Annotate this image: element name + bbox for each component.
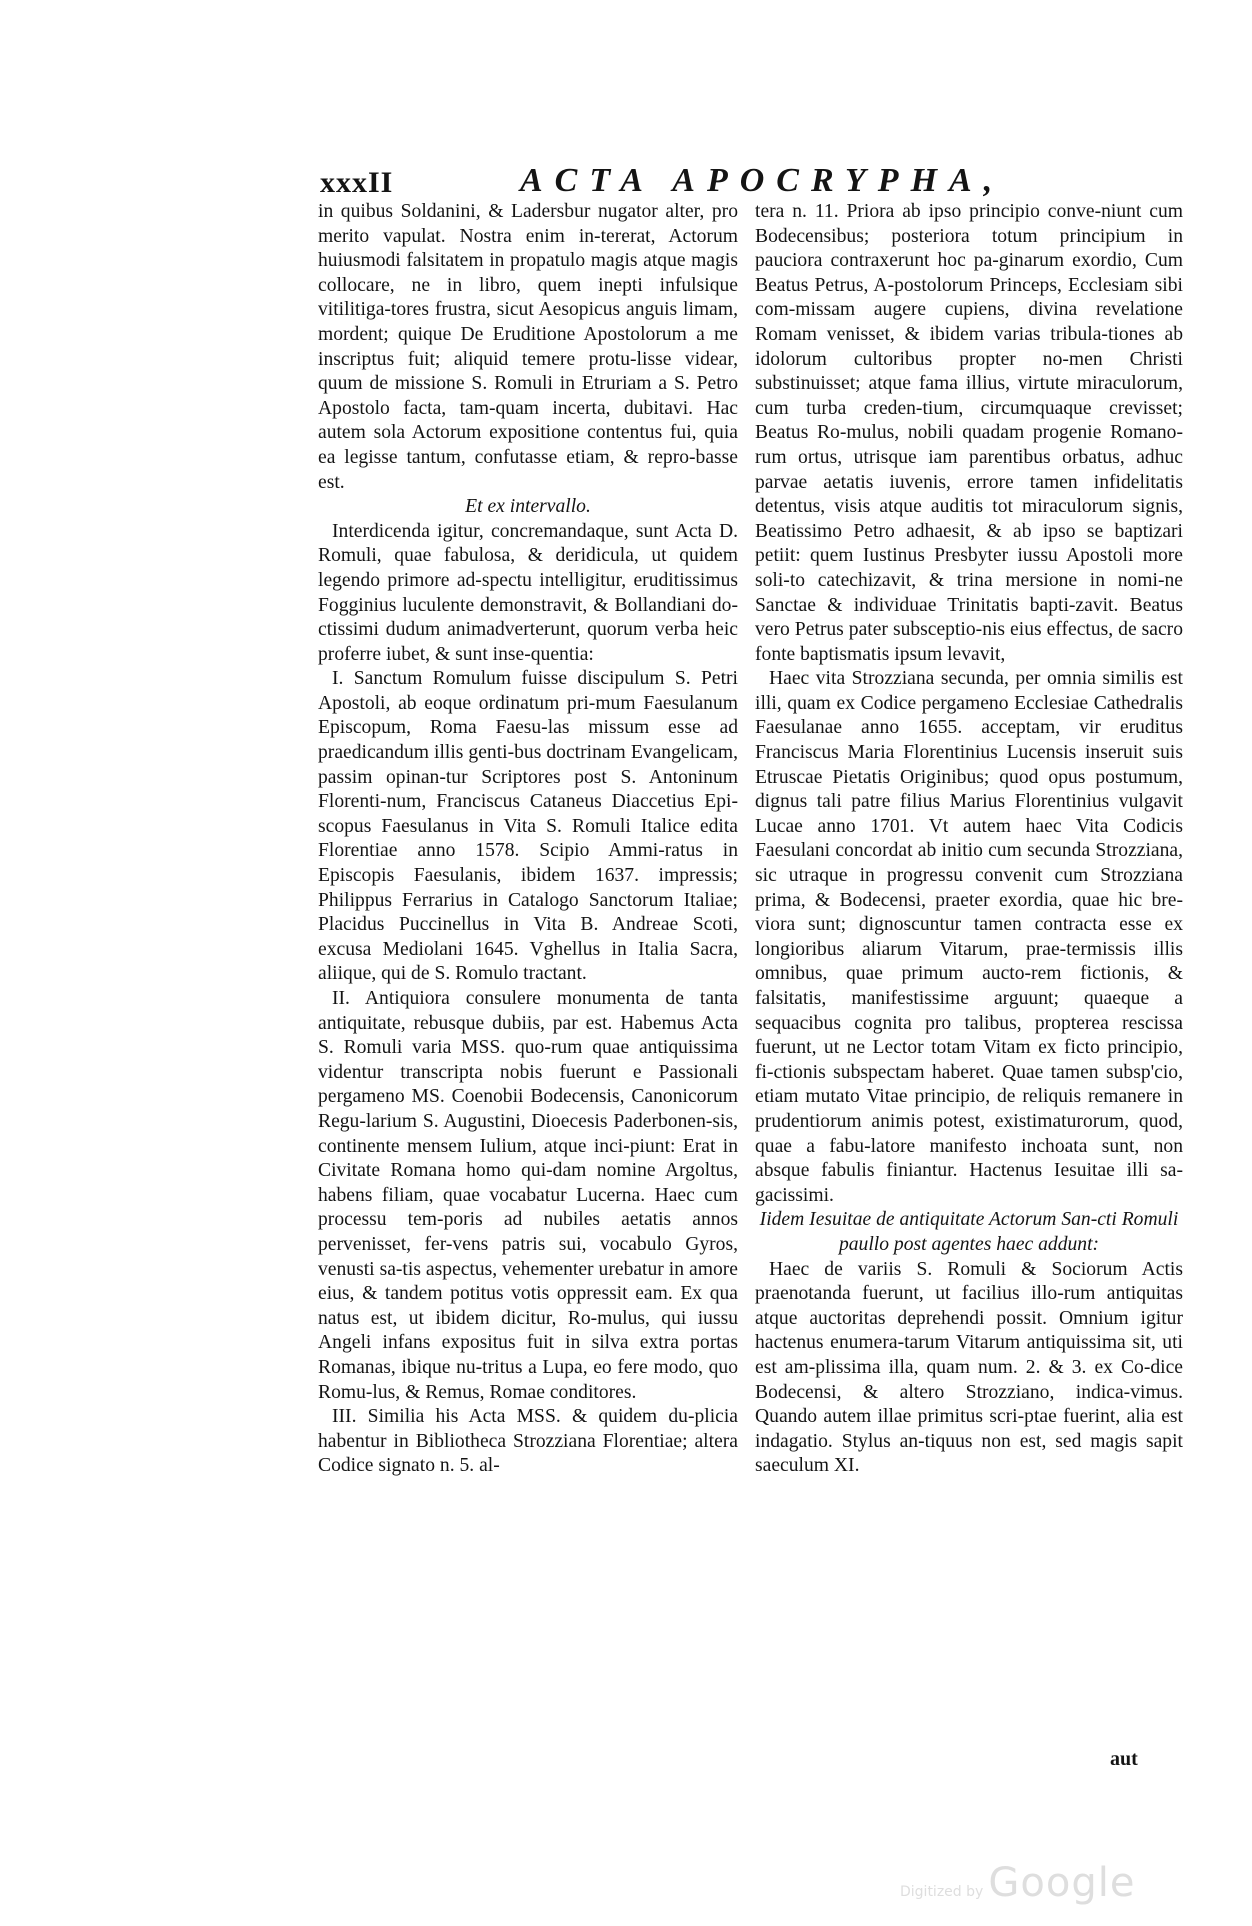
paragraph: III. Similia his Acta MSS. & quidem du-plicia habentur in Bibliotheca Strozziana Florentiae; altera Codice signato n. 5. al-: [318, 1406, 738, 1477]
catchword: aut: [1110, 1748, 1138, 1770]
paragraph: II. Antiquiora consulere monumenta de tanta antiquitate, rebusque dubiis, par est. Habemus Acta S. Romuli varia MSS. quo-rum quae antiquissima videntur transcripta nobis fuerunt e Passionali pergameno MS. Coenobii Bodecensis, Canonicorum Regu-larium S. Augustini, Dioecesis Paderbonen-sis, continente mensem Iulium, atque inci-piunt: Erat in Civitate Romana homo qui-dam nomine Argoltus, habens filiam, quae vocabatur Lucerna. Haec cum processu tem-poris ad nubiles aetatis annos pervenisset, fer-vens patris sui, vocabulo Gyros, venusti sa-tis aspectus, vehementer urebatur in amore eius, & tandem potitus votis oppressit eam. Ex qua natus est, ut ibidem dicitur, Ro-mulus, qui iussu Angeli infans expositus fuit in silva extra portas Romanas, ibique nu-tritus a Lupa, eo fere modo, quo Romu-lus, & Remus, Romae conditores.: [318, 988, 738, 1403]
paragraph: in quibus Soldanini, & Ladersbur nugator alter, pro merito vapulat. Nostra enim in-tererat, Actorum huiusmodi falsitatem in propatulo magis atque magis collocare, ne in libro, quem inepti infulsique vitilitiga-tores frustra, sicut Aesopicus anguis limam, mordent; quique De Eruditione Apostolorum a me inscriptus fuit; aliquid temere protu-lisse videar, quum de missione S. Romuli in Etruriam a S. Petro Apostolo facta, tam-quam incerta, dubitavi. Hac autem sola Actorum expositione contentus fui, quia ea legisse tantum, confutasse etiam, & repro-basse est.: [318, 201, 738, 493]
running-title: ACTA APOCRYPHA,: [520, 162, 1005, 199]
paragraph: Interdicenda igitur, concremandaque, sunt Acta D. Romuli, quae fabulosa, & deridicula, ut quidem legendo primore ad-spectu intelligitur, eruditissimus Fogginius luculente demonstravit, & Bollandiani do-ctissimi dudum animadverterunt, quorum verba heic proferre iubet, & sunt inse-quentia:: [318, 520, 738, 665]
paragraph: tera n. 11. Priora ab ipso principio conve-niunt cum Bodecensibus; posteriora totum principium in pauciora contraxerunt hoc pa-ginarum exordio, Cum Beatus Petrus, A-postolorum Princeps, Ecclesiam sibi com-missam augere cupiens, divina revelatione Romam venisset, & ibidem varias tribula-tiones ab idolorum cultoribus propter no-men Christi substinuisset; atque fama illius, virtute miraculorum, cum turba creden-tium, circumquaque crevisset; Beatus Ro-mulus, nobili quadam progenie Romano-rum ortus, utrisque iam parentibus orbatus, adhuc parvae aetatis iuvenis, errore tamen infidelitatis detentus, visis atque auditis tot miraculorum signis, Beatissimo Petro adhaesit, & ab ipso se baptizari petiit: quem Iustinus Presbyter iussu Apostoli more soli-to catechizavit, & trina mersione in nomi-ne Sanctae & individuae Trinitatis bapti-zavit. Beatus vero Petrus pater subsceptio-nis eius effectus, de sacro fonte baptismatis ipsum levavit,: [755, 201, 1183, 665]
digitization-watermark: [900, 1860, 1135, 1906]
paragraph: I. Sanctum Romulum fuisse discipulum S. Petri Apostoli, ab eoque ordinatum pri-mum Faesulanum Episcopum, Roma Faesu-las missum esse ad praedicandum illis genti-bus doctrinam Evangelicam, passim opinan-tur Scriptores post S. Antoninum Florenti-num, Franciscus Cataneus Diaccetius Epi-scopus Faesulanus in Vita S. Romuli Italice edita Florentiae anno 1578. Scipio Ammi-ratus in Episcopis Faesulanis, ibidem 1637. impressis; Philippus Ferrarius in Catalogo Sanctorum Italiae; Placidus Puccinellus in Vita B. Andreae Scoti, excusa Mediolani 1645. Vghellus in Italia Sacra, aliique, qui de S. Romulo tractant.: [318, 668, 738, 985]
watermark-prefix: Digitized by: [900, 1884, 984, 1900]
paragraph: Haec de variis S. Romuli & Sociorum Actis praenotanda fuerunt, ut facilius illo-rum antiquitas atque auctoritas deprehendi possit. Omnium igitur hactenus enumera-tarum Vitarum antiquissima sit, uti est am-plissima illa, quam num. 2. & 3. ex Co-dice Bodecensi, & altero Strozziano, indica-vimus. Quando autem illae primitus scri-ptae fuerint, alia est indagatio. Stylus an-tiquus non est, sed magis sapit saeculum XI.: [755, 1258, 1183, 1477]
left-column: [318, 200, 738, 1479]
section-subhead: Et ex intervallo.: [465, 496, 591, 518]
section-subhead: Iidem Iesuitae de antiquitate Actorum San-cti Romuli paullo post agentes haec addunt:: [759, 1209, 1179, 1255]
right-column: [755, 200, 1183, 1479]
google-logo: Google: [988, 1860, 1136, 1906]
paragraph: Haec vita Strozziana secunda, per omnia similis est illi, quam ex Codice pergameno Ecclesiae Cathedralis Faesulanae anno 1655. acceptam, vir eruditus Franciscus Maria Florentinius Lucensis inseruit suis Etruscae Pietatis Originibus; quod opus postumum, dignus tali patre filius Marius Florentinius vulgavit Lucae anno 1701. Vt autem haec Vita Codicis Faesulani concordat ab initio cum secunda Strozziana, sic utraque in progressu convenit cum Strozziana prima, & Bodecensi, praeter exordia, quae hic bre-viora sunt; dignoscuntur tamen contracta esse ex longioribus aliarum Vitarum, prae-termissis illis omnibus, quae primum aucto-rem fictionis, & falsitatis, manifestissime arguunt; quaeque a sequacibus cognita pro talibus, propterea rescissa fuerunt, ut ne Lector totam Vitam ex ficto principio, fi-ctionis subspectam haberet. Quae tamen subsp'cio, etiam mutato Vitae principio, de reliquis remanere in prudentiorum animis potest, existimaturorum, quod, quae a fabu-latore manifesto inchoata sunt, non absque fabulis finiantur. Hactenus Iesuitae illi sa-gacissimi.: [755, 668, 1183, 1206]
page-number: xxxII: [320, 166, 394, 199]
